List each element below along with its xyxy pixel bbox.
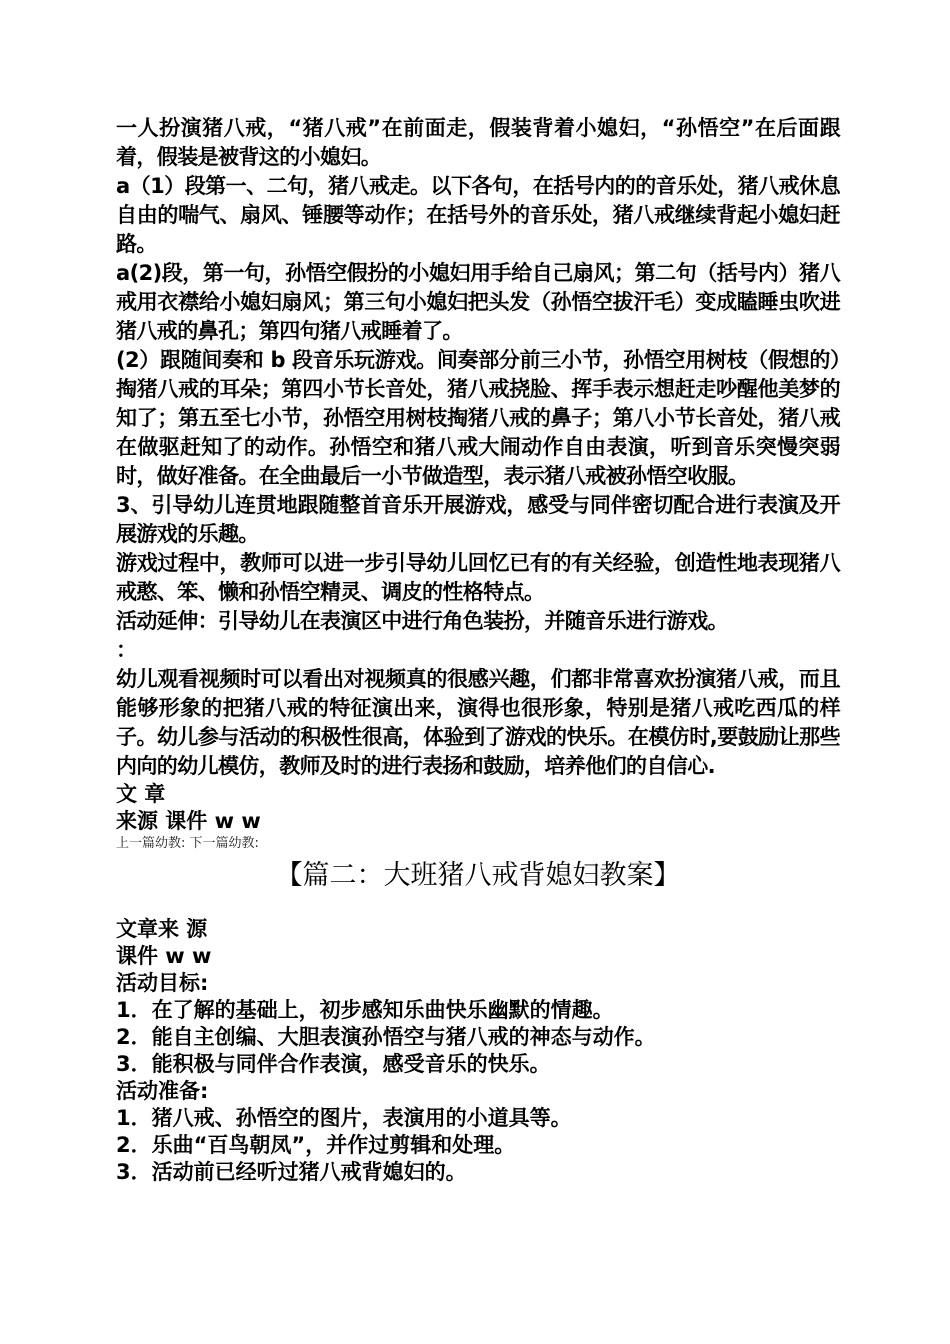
preparation-title: 活动准备: xyxy=(116,1079,209,1103)
source-line-2: 来源 课件 w w xyxy=(116,809,261,833)
document-page xyxy=(116,114,840,1186)
goals-title: 活动目标: xyxy=(116,971,209,995)
source-line-1: 文 章 xyxy=(116,782,166,806)
paragraph-colon: ： xyxy=(116,638,137,662)
paragraph-role-setup: 一人扮演猪八戒，“猪八戒”在前面走，假装背着小媳妇，“孙悟空”在后面跟着，假装是被背这的小媳妇。 xyxy=(116,116,840,169)
source-line-3: 文章来 源 xyxy=(116,917,208,941)
preparation-item-1: 1．猪八戒、孙悟空的图片，表演用的小道具等。 xyxy=(116,1106,572,1130)
prev-next-nav[interactable]: 上一篇幼教: 下一篇幼教: xyxy=(116,836,259,851)
paragraph-activity-extension: 活动延伸：引导幼儿在表演区中进行角色装扮，并随音乐进行游戏。 xyxy=(116,609,728,633)
paragraph-interlude-game: (2）跟随间奏和 b 段音乐玩游戏。间奏部分前三小节，孙悟空用树枝（假想的）掏猪八戒的耳朵；第四小节长音处，猪八戒挠脸、挥手表示想赶走吵醒他美梦的知了；第五至七小节，孙悟空用树枝掏猪八戒的鼻子；第八小节长音处，猪八戒在做驱赶知了的动作。孙悟空和猪八戒大闹动作自由表演，听到音乐突慢突弱时，做好准备。在全曲最后一小节做造型，表示猪八戒被孙悟空收服。 xyxy=(116,348,840,488)
preparation-item-2: 2．乐曲“百鸟朝凤”，并作过剪辑和处理。 xyxy=(116,1133,516,1157)
source-line-4: 课件 w w xyxy=(116,944,212,968)
paragraph-reflection: 幼儿观看视频时可以看出对视频真的很感兴趣，们都非常喜欢扮演猪八戒，而且能够形象的把猪八戒的特征演出来，演得也很形象，特别是猪八戒吃西瓜的样子。幼儿参与活动的积极性很高，体验到了游戏的快乐。在模仿时,要鼓励让那些内向的幼儿模仿，教师及时的进行表扬和鼓励，培养他们的自信心. xyxy=(116,667,840,778)
paragraph-section-a1: a（1）段第一、二句，猪八戒走。以下各句，在括号内的的音乐处，猪八戒休息自由的喘气、扇风、锤腰等动作；在括号外的音乐处，猪八戒继续背起小媳妇赶路。 xyxy=(116,174,840,256)
goal-item-2: 2．能自主创编、大胆表演孙悟空与猪八戒的神态与动作。 xyxy=(116,1025,656,1049)
goal-item-1: 1．在了解的基础上，初步感知乐曲快乐幽默的情趣。 xyxy=(116,998,614,1022)
goal-item-3: 3．能积极与同伴合作表演，感受音乐的快乐。 xyxy=(116,1052,551,1076)
preparation-item-3: 3．活动前已经听过猪八戒背媳妇的。 xyxy=(116,1160,467,1184)
section-heading: 【篇二：大班猪八戒背媳妇教案】 xyxy=(275,860,681,891)
paragraph-section-a2: a(2)段，第一句，孙悟空假扮的小媳妇用手给自己扇风；第二句（括号内）猪八戒用衣襟给小媳妇扇风；第三句小媳妇把头发（孙悟空拔汗毛）变成瞌睡虫吹进猪八戒的鼻孔；第四句猪八戒睡着了。 xyxy=(116,261,840,343)
paragraph-step-3: 3、引导幼儿连贯地跟随整首音乐开展游戏，感受与同伴密切配合进行表演及开展游戏的乐趣。 xyxy=(116,493,840,546)
paragraph-game-process: 游戏过程中，教师可以进一步引导幼儿回忆已有的有关经验，创造性地表现猪八戒憨、笨、懒和孙悟空精灵、调皮的性格特点。 xyxy=(116,551,840,604)
